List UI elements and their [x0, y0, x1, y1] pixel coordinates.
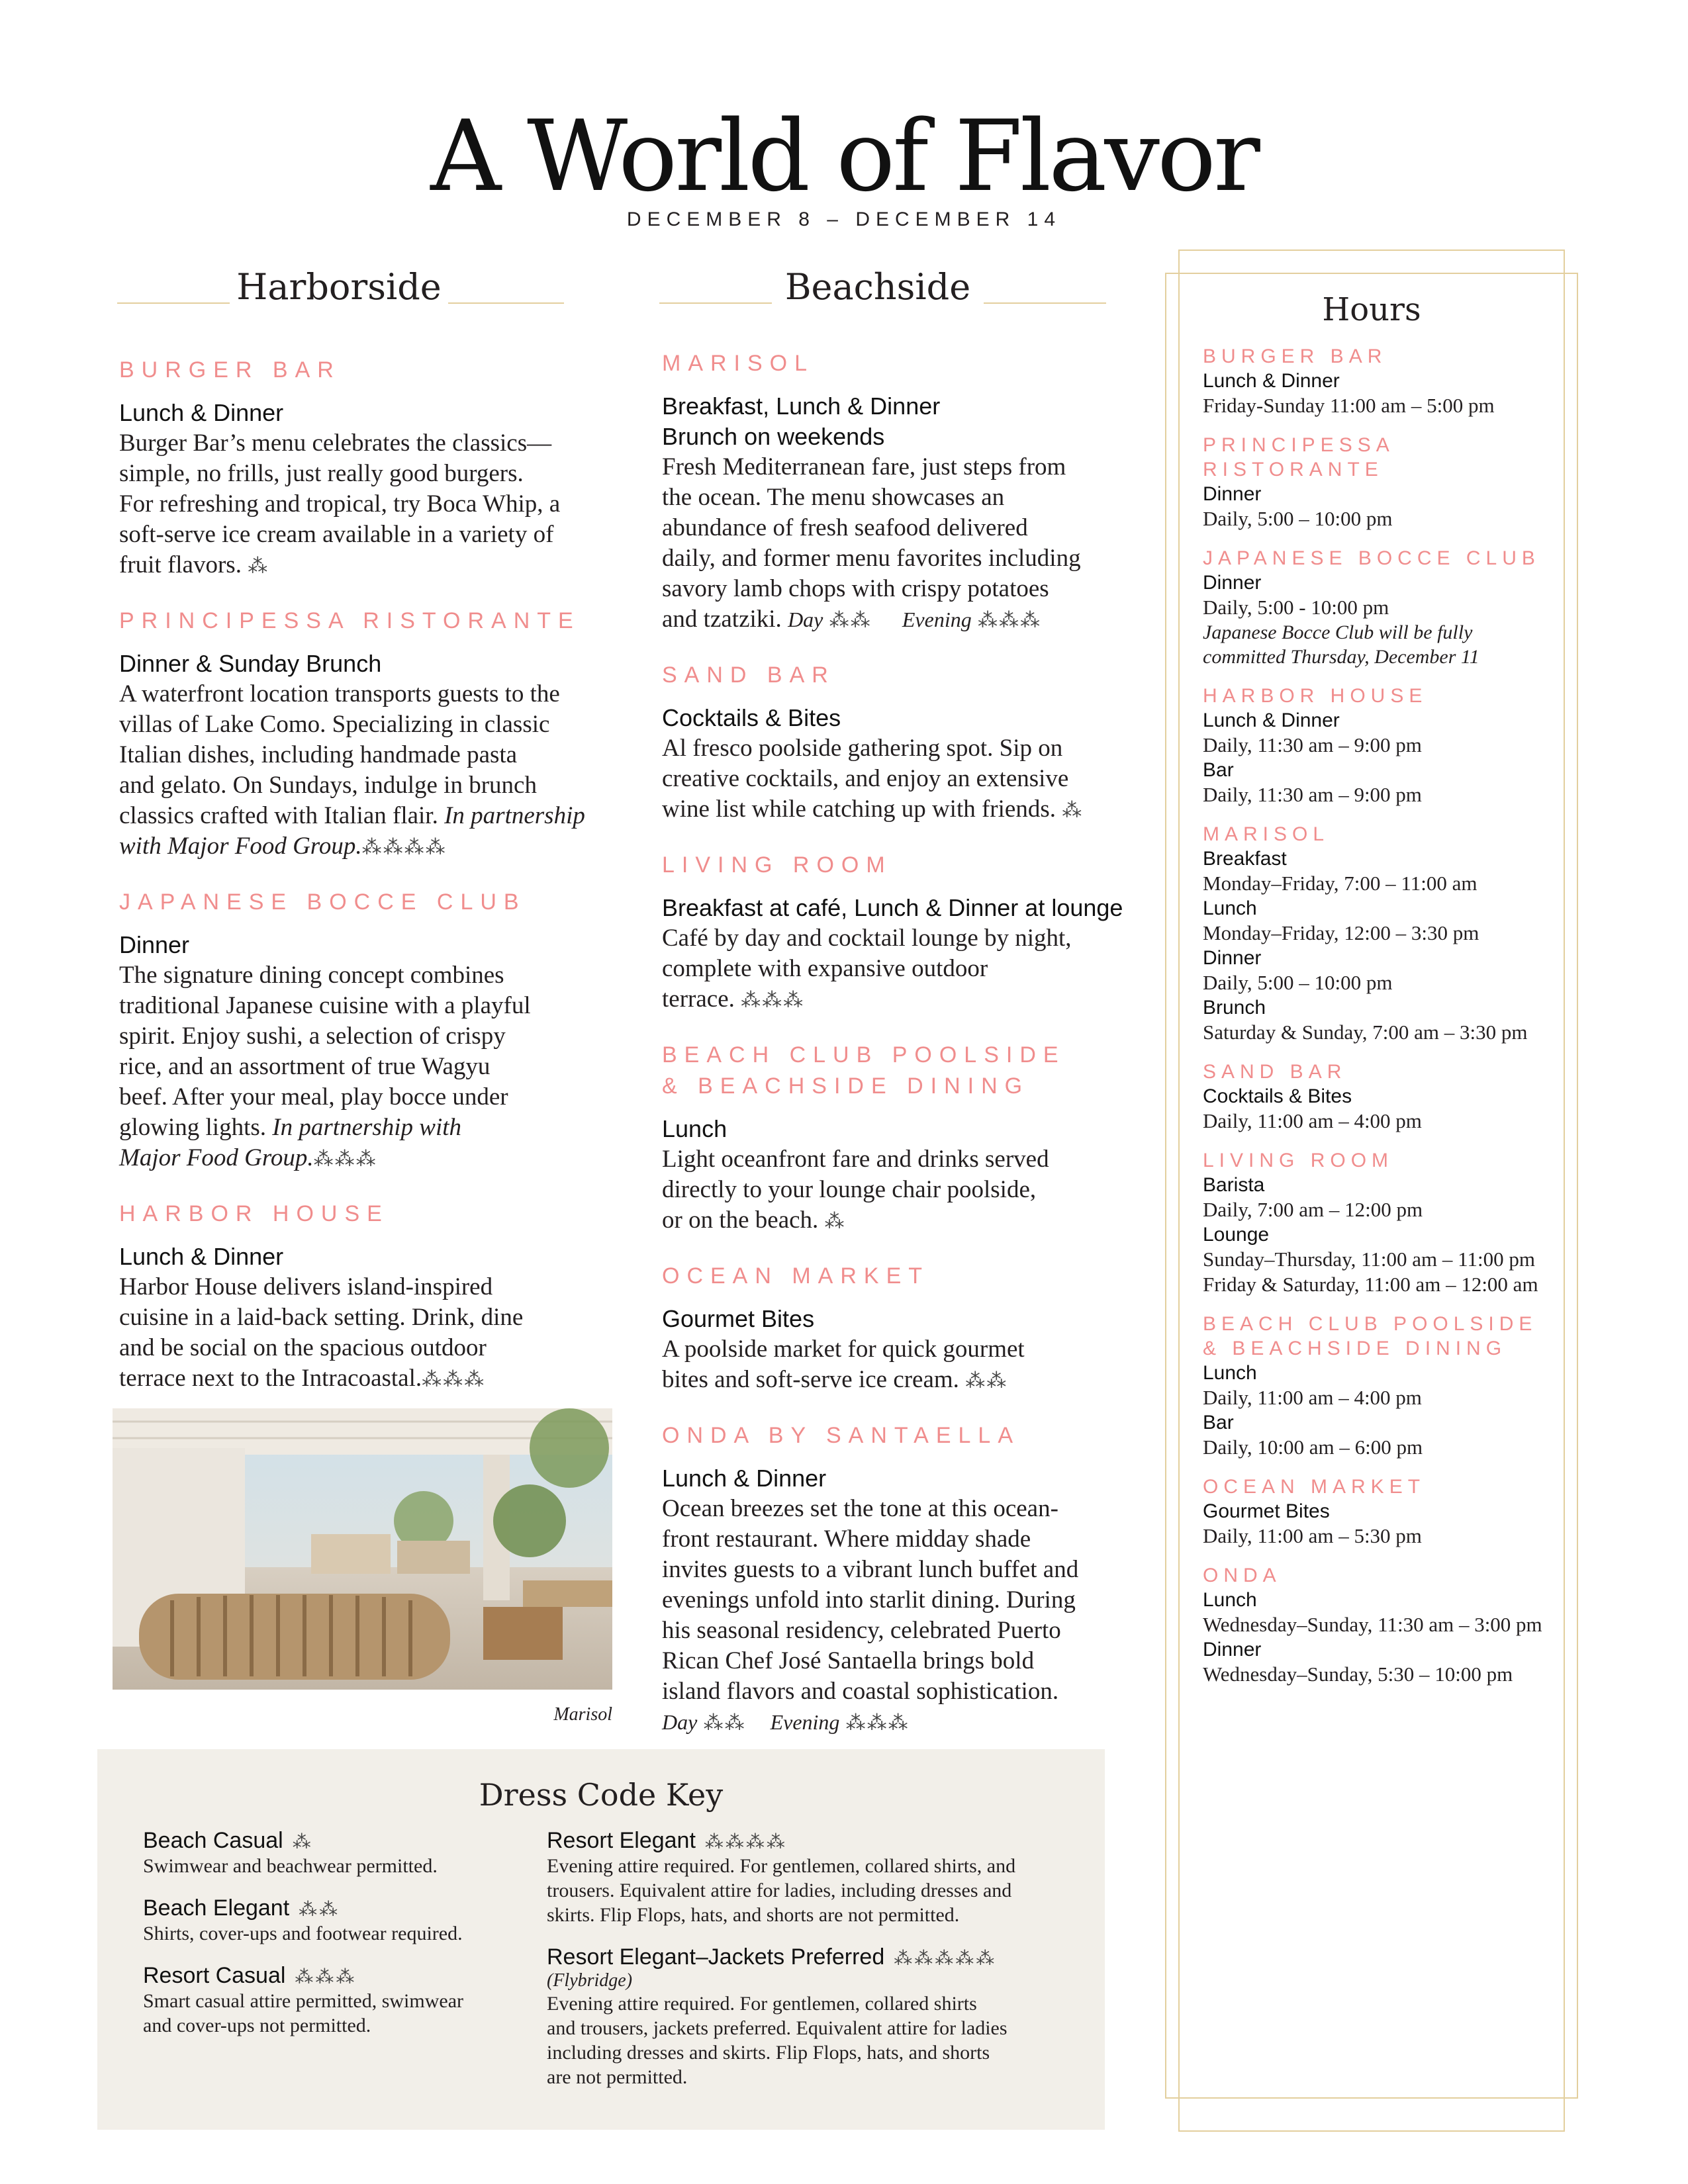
dress-code-icon: ⁂ — [1062, 799, 1084, 822]
desc-line: Italian dishes, including handmade pasta — [119, 741, 518, 768]
dress-code-icon: ⁂⁂⁂ — [422, 1368, 486, 1391]
dress-code-icon: ⁂⁂⁂ — [845, 1711, 910, 1735]
venue-description — [662, 1334, 1139, 1396]
hours-meal-label: Gourmet Bites — [1203, 1500, 1330, 1522]
dress-code-icon: ⁂ — [248, 555, 269, 578]
desc-line: Burger Bar’s menu celebrates the classics— — [119, 430, 552, 457]
desc-line: beef. After your meal, play bocce under — [119, 1083, 508, 1111]
dress-code-icon: ⁂⁂⁂⁂ — [361, 836, 447, 859]
venue-marisol — [662, 351, 1139, 636]
hours-time: Monday–Friday, 7:00 – 11:00 am — [1203, 872, 1477, 895]
hours-venue-name: ONDA — [1203, 1565, 1282, 1586]
hours-time: Sunday–Thursday, 11:00 am – 11:00 pm — [1203, 1248, 1535, 1271]
hours-entry — [1203, 822, 1560, 1045]
venue-burger-bar — [119, 357, 622, 582]
meal-label: Lunch & Dinner — [662, 1465, 827, 1492]
hours-time: Friday & Saturday, 11:00 am – 12:00 am — [1203, 1273, 1538, 1296]
dress-code-description: including dresses and skirts. Flip Flops, hats, and shorts — [547, 2042, 990, 2064]
dress-code-name — [143, 1828, 527, 1854]
page-title: A World of Flavor — [430, 99, 1258, 213]
dress-code-icon: ⁂⁂ — [829, 609, 872, 632]
hours-time: Daily, 10:00 am – 6:00 pm — [1203, 1435, 1423, 1459]
desc-line: villas of Lake Como. Specializing in classic — [119, 711, 550, 738]
hours-meal-label: Dinner — [1203, 483, 1262, 505]
desc-line — [662, 984, 1139, 1016]
hours-meal-label: Brunch — [1203, 997, 1266, 1019]
dress-code-icon: ⁂⁂⁂ — [295, 1966, 357, 1987]
desc-line: savory lamb chops with crispy potatoes — [662, 575, 1049, 602]
hours-venue-name: BURGER BAR — [1203, 345, 1387, 367]
venue-name: LIVING ROOM — [662, 852, 892, 878]
dress-code-item — [143, 1963, 527, 2038]
dress-code-title: Dress Code Key — [479, 1777, 724, 1813]
desc-italic: Major Food Group. — [119, 1144, 314, 1171]
desc-text: glowing lights. — [119, 1114, 267, 1141]
desc-line: Fresh Mediterranean fare, just steps from — [662, 453, 1066, 480]
desc-line: A poolside market for quick gourmet — [662, 1336, 1025, 1363]
hours-time: Friday-Sunday 11:00 am – 5:00 pm — [1203, 394, 1495, 417]
hours-entry — [1203, 344, 1560, 418]
desc-line: spirit. Enjoy sushi, a selection of crispy — [119, 1023, 506, 1050]
dress-code-description: trousers. Equivalent attire for ladies, including dresses and — [547, 1880, 1012, 1901]
hours-time: Monday–Friday, 12:00 – 3:30 pm — [1203, 921, 1479, 944]
desc-text: bites and soft-serve ice cream. — [662, 1366, 959, 1393]
dress-code-name — [547, 1944, 1090, 1970]
hours-time: Wednesday–Sunday, 5:30 – 10:00 pm — [1203, 1662, 1513, 1686]
hours-entry — [1203, 1475, 1560, 1549]
harborside-column — [119, 357, 622, 1395]
hours-venue-name-line2: & BEACHSIDE DINING — [1203, 1338, 1507, 1359]
venue-description — [662, 1144, 1139, 1237]
meal-label: Lunch — [662, 1115, 727, 1142]
evening-label: Evening — [770, 1710, 840, 1734]
meal-label: Dinner — [119, 931, 190, 958]
venue-name-line2: & BEACHSIDE DINING — [662, 1073, 1030, 1099]
marisol-photo — [113, 1408, 612, 1690]
desc-line: rice, and an assortment of true Wagyu — [119, 1053, 491, 1080]
desc-line: cuisine in a laid-back setting. Drink, dine — [119, 1304, 524, 1331]
desc-line: Café by day and cocktail lounge by night, — [662, 925, 1072, 952]
dress-code-description: are not permitted. — [547, 2066, 688, 2088]
venue-name: PRINCIPESSA RISTORANTE — [119, 608, 581, 633]
dress-code-description: and cover-ups not permitted. — [143, 2015, 371, 2036]
desc-line: The signature dining concept combines — [119, 962, 504, 989]
dress-code-description: skirts. Flip Flops, hats, and shorts are not permitted. — [547, 1904, 960, 1926]
divider — [984, 302, 1106, 304]
hours-entry — [1203, 1563, 1560, 1687]
hours-meal-label: Lunch & Dinner — [1203, 709, 1340, 731]
hours-meal-label: Bar — [1203, 1412, 1234, 1433]
desc-line: and gelato. On Sundays, indulge in brunch — [119, 772, 537, 799]
divider — [117, 302, 230, 304]
desc-text: fruit flavors. — [119, 551, 242, 578]
hours-venue-name: HARBOR HOUSE — [1203, 685, 1428, 707]
venue-japanese-bocce-club — [119, 889, 622, 1175]
hours-list — [1203, 344, 1560, 1687]
venue-description — [119, 679, 622, 863]
desc-line: simple, no frills, just really good burgers. — [119, 460, 524, 487]
hours-time: Daily, 11:00 am – 5:30 pm — [1203, 1524, 1422, 1547]
desc-line: directly to your lounge chair poolside, — [662, 1176, 1037, 1203]
hours-time: Daily, 11:00 am – 4:00 pm — [1203, 1386, 1422, 1409]
meal-label: Lunch & Dinner — [119, 399, 284, 426]
dress-code-subtitle: (Flybridge) — [547, 1970, 633, 1991]
venue-beach-club — [662, 1042, 1139, 1237]
restaurant-terrace-image — [113, 1408, 612, 1690]
desc-line: Ocean breezes set the tone at this ocean- — [662, 1495, 1058, 1522]
desc-text: terrace. — [662, 985, 735, 1013]
hours-meal-label: Lunch — [1203, 897, 1257, 919]
venue-description — [662, 452, 1139, 636]
hours-meal-label: Cocktails & Bites — [1203, 1085, 1352, 1107]
dress-code-label: Resort Elegant — [547, 1828, 696, 1853]
dress-code-label: Beach Casual — [143, 1828, 283, 1853]
hours-time: Daily, 5:00 – 10:00 pm — [1203, 507, 1393, 530]
desc-line: Rican Chef José Santaella brings bold — [662, 1647, 1035, 1674]
hours-time: Daily, 11:30 am – 9:00 pm — [1203, 733, 1422, 756]
dress-code-item — [143, 1828, 527, 1878]
venue-name: JAPANESE BOCCE CLUB — [119, 889, 526, 915]
desc-line: abundance of fresh seafood delivered — [662, 514, 1028, 541]
hours-meal-label: Dinner — [1203, 572, 1262, 594]
hours-entry — [1203, 546, 1560, 669]
dress-code-name — [547, 1828, 1090, 1854]
dress-code-icon: ⁂⁂⁂ — [741, 989, 805, 1012]
day-label: Day — [662, 1710, 698, 1734]
venue-description — [662, 923, 1139, 1016]
hours-time: Wednesday–Sunday, 11:30 am – 3:00 pm — [1203, 1613, 1542, 1636]
beachside-heading: Beachside — [784, 266, 971, 308]
harborside-heading: Harborside — [236, 266, 442, 308]
desc-line: creative cocktails, and enjoy an extensive — [662, 765, 1069, 792]
hours-entry — [1203, 1148, 1560, 1297]
venue-name: HARBOR HOUSE — [119, 1201, 389, 1226]
desc-text: and tzatziki. — [662, 606, 782, 633]
venue-onda-by-santaella — [662, 1423, 1139, 1739]
photo-caption: Marisol — [553, 1704, 612, 1725]
dress-code-name — [143, 1895, 527, 1921]
venue-name: SAND BAR — [662, 662, 835, 688]
hours-entry — [1203, 1312, 1560, 1460]
desc-text: wine list while catching up with friends. — [662, 796, 1056, 823]
beachside-column — [662, 351, 1139, 1739]
dress-code-icon: ⁂⁂ — [299, 1898, 340, 1920]
hours-meal-label: Barista — [1203, 1174, 1265, 1196]
dress-code-icon: ⁂⁂⁂ — [977, 609, 1041, 632]
meal-label: Breakfast at café, Lunch & Dinner at lounge — [662, 894, 1123, 921]
desc-italic: In partnership with — [272, 1114, 462, 1141]
desc-line — [119, 831, 622, 863]
venue-name: MARISOL — [662, 351, 815, 376]
dress-code-description: Evening attire required. For gentlemen, collared shirts — [547, 1993, 977, 2015]
venue-name: BEACH CLUB POOLSIDE — [662, 1042, 1066, 1068]
hours-meal-label: Lounge — [1203, 1224, 1270, 1246]
desc-italic: In partnership — [444, 802, 585, 829]
hours-meal-label: Lunch — [1203, 1589, 1257, 1611]
desc-line: daily, and former menu favorites including — [662, 545, 1081, 572]
dress-code-icon: ⁂ — [824, 1210, 846, 1233]
hours-meal-label: Dinner — [1203, 1639, 1262, 1661]
venue-name: ONDA BY SANTAELLA — [662, 1423, 1020, 1448]
venue-description — [119, 960, 622, 1175]
hours-venue-name: LIVING ROOM — [1203, 1150, 1394, 1171]
venue-sand-bar — [662, 662, 1139, 826]
desc-line: evenings unfold into starlit dining. During — [662, 1586, 1076, 1614]
desc-line — [119, 801, 622, 831]
desc-line: Al fresco poolside gathering spot. Sip on — [662, 735, 1063, 762]
hours-entry — [1203, 684, 1560, 807]
desc-line: complete with expansive outdoor — [662, 955, 988, 982]
hours-note: Japanese Bocce Club will be fully — [1203, 621, 1473, 643]
meal-label: Breakfast, Lunch & Dinner — [662, 392, 941, 420]
desc-line — [662, 604, 1139, 636]
hours-time: Daily, 11:30 am – 9:00 pm — [1203, 783, 1422, 806]
venue-principessa-ristorante — [119, 608, 622, 863]
hours-venue-name: JAPANESE BOCCE CLUB — [1203, 547, 1540, 569]
desc-line: A waterfront location transports guests to the — [119, 680, 560, 707]
evening-label: Evening — [902, 608, 972, 631]
dress-code-icon: ⁂⁂ — [703, 1711, 746, 1735]
desc-line: invites guests to a vibrant lunch buffet and — [662, 1556, 1079, 1583]
hours-entry — [1203, 433, 1560, 531]
desc-line: Harbor House delivers island-inspired — [119, 1273, 493, 1300]
day-label: Day — [788, 608, 823, 631]
dress-code-item — [547, 1944, 1090, 2089]
dress-code-icon: ⁂⁂⁂⁂⁂ — [894, 1947, 997, 1969]
hours-meal-label: Lunch & Dinner — [1203, 370, 1340, 392]
dress-code-right-column — [547, 1828, 1090, 2089]
meal-label: Gourmet Bites — [662, 1305, 815, 1332]
hours-time: Daily, 11:00 am – 4:00 pm — [1203, 1109, 1422, 1132]
date-range: DECEMBER 8 – DECEMBER 14 — [626, 208, 1062, 230]
desc-line: traditional Japanese cuisine with a playful — [119, 992, 531, 1019]
venue-description — [119, 428, 622, 582]
hours-venue-name: BEACH CLUB POOLSIDE — [1203, 1313, 1538, 1335]
desc-text: classics crafted with Italian flair. — [119, 802, 438, 829]
dress-code-name — [143, 1963, 527, 1989]
venue-description — [119, 1272, 622, 1395]
desc-line — [119, 1363, 622, 1395]
desc-text: or on the beach. — [662, 1206, 819, 1234]
dress-code-icon: ⁂⁂⁂ — [313, 1148, 377, 1171]
dress-code-description: Smart casual attire permitted, swimwear — [143, 1990, 463, 2012]
hours-note: committed Thursday, December 11 — [1203, 646, 1479, 668]
desc-italic: with Major Food Group. — [119, 833, 362, 860]
desc-line: and be social on the spacious outdoor — [119, 1334, 487, 1361]
desc-line: soft-serve ice cream available in a variety of — [119, 521, 554, 548]
venue-name: BURGER BAR — [119, 357, 341, 383]
desc-line — [119, 1113, 622, 1143]
dress-code-icon: ⁂⁂ — [965, 1369, 1008, 1392]
hours-title: Hours — [1322, 291, 1421, 328]
dress-code-label: Beach Elegant — [143, 1895, 290, 1921]
hours-meal-label: Bar — [1203, 759, 1234, 781]
dress-code-description: Shirts, cover-ups and footwear required. — [143, 1923, 463, 1944]
dress-code-description: Evening attire required. For gentlemen, collared shirts, and — [547, 1855, 1016, 1877]
desc-line — [662, 1707, 1139, 1739]
desc-line: For refreshing and tropical, try Boca Whip, a — [119, 490, 561, 518]
venue-living-room — [662, 852, 1139, 1016]
dress-code-label: Resort Casual — [143, 1963, 286, 1988]
desc-line: front restaurant. Where midday shade — [662, 1525, 1031, 1553]
desc-line — [662, 794, 1139, 826]
meal-label: Lunch & Dinner — [119, 1243, 284, 1270]
desc-line — [662, 1365, 1139, 1396]
hours-meal-label: Lunch — [1203, 1362, 1257, 1384]
hours-time: Saturday & Sunday, 7:00 am – 3:30 pm — [1203, 1021, 1528, 1044]
dress-code-description: Swimwear and beachwear permitted. — [143, 1855, 438, 1877]
meal-label-secondary: Brunch on weekends — [662, 423, 885, 450]
hours-venue-name: MARISOL — [1203, 823, 1330, 845]
dress-code-label: Resort Elegant–Jackets Preferred — [547, 1944, 885, 1970]
dress-code-description: and trousers, jackets preferred. Equivalent attire for ladies — [547, 2017, 1008, 2039]
dress-code-icon: ⁂ — [292, 1831, 313, 1852]
desc-line: Light oceanfront fare and drinks served — [662, 1146, 1049, 1173]
desc-text: terrace next to the Intracoastal. — [119, 1365, 422, 1392]
hours-venue-name: SAND BAR — [1203, 1061, 1347, 1083]
hours-time: Daily, 7:00 am – 12:00 pm — [1203, 1198, 1423, 1221]
dress-code-item — [547, 1828, 1090, 1927]
hours-meal-label: Breakfast — [1203, 848, 1287, 870]
hours-venue-name: OCEAN MARKET — [1203, 1476, 1426, 1498]
meal-label: Dinner & Sunday Brunch — [119, 650, 382, 677]
dress-code-icon: ⁂⁂⁂⁂ — [704, 1831, 787, 1852]
desc-line — [119, 550, 622, 582]
venue-description — [662, 1494, 1139, 1739]
hours-time: Daily, 5:00 - 10:00 pm — [1203, 596, 1389, 619]
desc-line: island flavors and coastal sophistication. — [662, 1678, 1059, 1705]
hours-venue-name: PRINCIPESSA RISTORANTE — [1203, 434, 1394, 480]
venue-description — [662, 733, 1139, 826]
desc-line — [662, 1205, 1139, 1237]
dress-code-item — [143, 1895, 527, 1946]
hours-entry — [1203, 1060, 1560, 1134]
divider — [448, 302, 564, 304]
venue-harbor-house — [119, 1201, 622, 1395]
hours-time: Daily, 5:00 – 10:00 pm — [1203, 971, 1393, 994]
desc-line — [119, 1143, 622, 1175]
desc-line: the ocean. The menu showcases an — [662, 484, 1005, 511]
desc-line: his seasonal residency, celebrated Puerto — [662, 1617, 1061, 1644]
venue-ocean-market — [662, 1263, 1139, 1396]
meal-label: Cocktails & Bites — [662, 704, 841, 731]
hours-meal-label: Dinner — [1203, 947, 1262, 969]
divider — [659, 302, 772, 304]
venue-name: OCEAN MARKET — [662, 1263, 930, 1289]
dress-code-left-column — [143, 1828, 527, 2038]
